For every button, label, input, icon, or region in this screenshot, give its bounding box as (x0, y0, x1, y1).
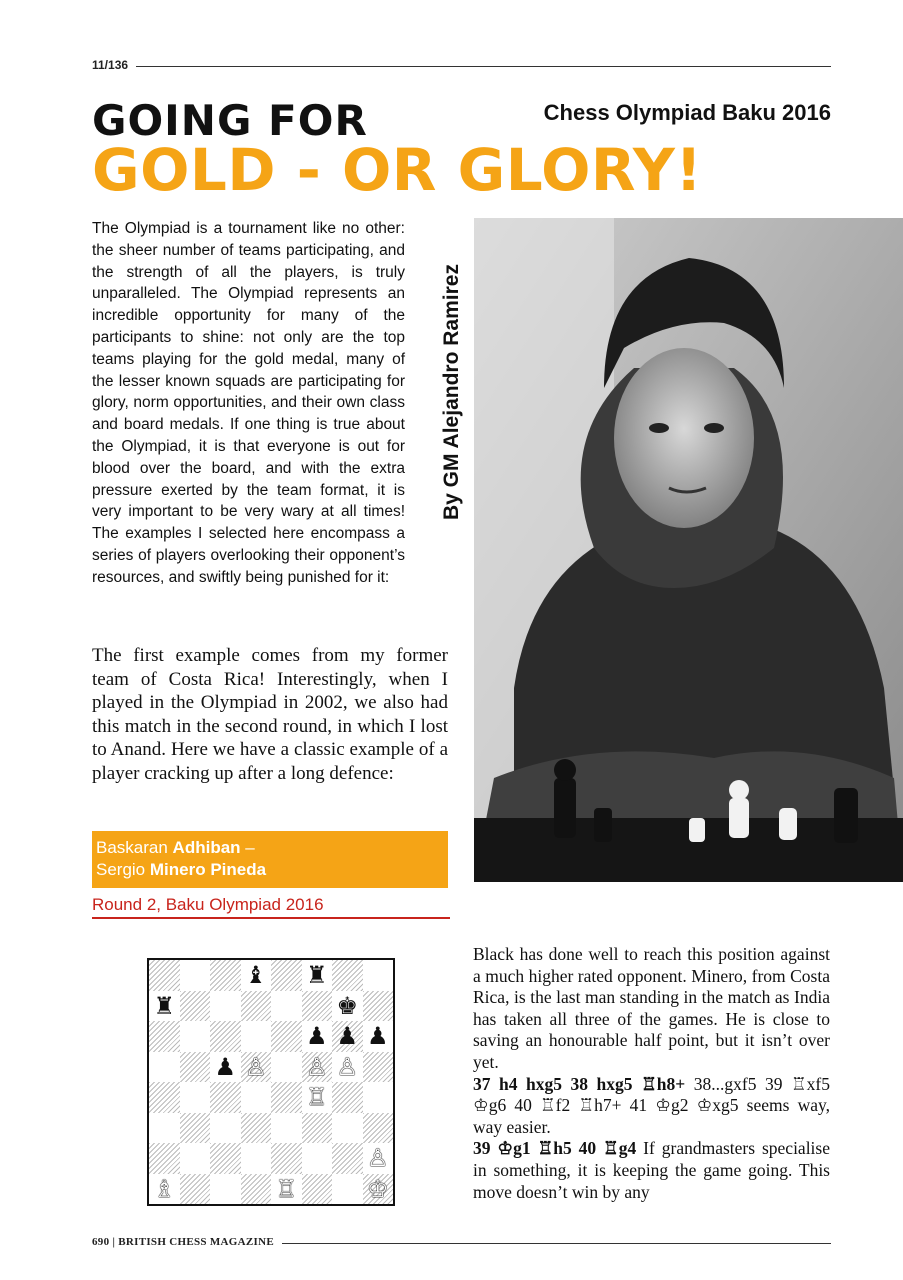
move-bold: 37 h4 hxg5 38 hxg5 ♖h8+ (473, 1073, 686, 1094)
board-square-d6 (241, 1021, 272, 1052)
board-square-d5 (241, 1052, 272, 1083)
board-square-f2 (302, 1143, 333, 1174)
portrait-image (474, 218, 903, 882)
analysis-moves-2 (473, 1138, 830, 1203)
move-comment: If grandmasters specialise in something, it is keeping the game going. This move doesn’t win by any (473, 1138, 830, 1202)
board-square-b8 (180, 960, 211, 991)
white-first-name: Baskaran (96, 838, 173, 857)
chess-piece-g5: ♙ (336, 1052, 358, 1081)
chess-piece-f4: ♖ (305, 1083, 328, 1112)
board-square-f4 (302, 1082, 333, 1113)
byline (440, 228, 464, 520)
board-square-d8 (241, 960, 272, 991)
board-square-h4 (363, 1082, 394, 1113)
chess-piece-g6: ♟ (336, 1022, 358, 1051)
board-square-h1 (363, 1174, 394, 1205)
board-square-e7 (271, 991, 302, 1022)
board-square-d7 (241, 991, 272, 1022)
board-square-b7 (180, 991, 211, 1022)
second-paragraph: The first example comes from my former team of Costa Rica! Interestingly, when I played in the Olympiad in 2002, we also had this match in the second round, in which I lost to Anand. Here we have a classic example of a player cracking up after a long defence: (92, 645, 448, 784)
chess-piece-a1: ♗ (153, 1174, 175, 1203)
board-square-e3 (271, 1113, 302, 1144)
title-line-1: GOING FOR (92, 96, 368, 145)
board-square-h7 (363, 991, 394, 1022)
board-square-f6 (302, 1021, 333, 1052)
board-square-d4 (241, 1082, 272, 1113)
footer (92, 1236, 274, 1248)
event-title: Chess Olympiad Baku 2016 (543, 100, 831, 125)
board-square-b6 (180, 1021, 211, 1052)
footer-separator: | (109, 1236, 119, 1248)
board-square-a3 (149, 1113, 180, 1144)
chess-piece-a7: ♜ (153, 991, 175, 1020)
board-square-a4 (149, 1082, 180, 1113)
chess-piece-f8: ♜ (305, 961, 328, 990)
chess-piece-d5: ♙ (244, 1052, 267, 1081)
title-line-2: GOLD - OR GLORY! (92, 136, 703, 204)
chess-piece-e1: ♖ (275, 1174, 297, 1203)
board-square-d3 (241, 1113, 272, 1144)
board-square-e2 (271, 1143, 302, 1174)
black-last-name: Minero Pineda (149, 860, 267, 879)
move-comment: 38...gxf5 39 ♖xf5 ♔g6 40 ♖f2 ♖h7+ 41 ♔g2 ♔xg5 seems way, way easier. (473, 1073, 831, 1137)
board-square-a1 (149, 1174, 180, 1205)
board-square-c8 (210, 960, 241, 991)
board-square-g8 (332, 960, 363, 991)
board-square-c6 (210, 1021, 241, 1052)
board-square-h8 (363, 960, 394, 991)
board-square-e4 (271, 1082, 302, 1113)
board-square-g2 (332, 1143, 363, 1174)
board-square-e8 (271, 960, 302, 991)
board-square-c4 (210, 1082, 241, 1113)
board-square-g1 (332, 1174, 363, 1205)
analysis-moves-1 (473, 1074, 830, 1139)
board-square-c3 (210, 1113, 241, 1144)
page-number: 11/136 (92, 58, 129, 72)
footer-page: 690 (92, 1236, 110, 1248)
chess-piece-h2: ♙ (366, 1144, 389, 1173)
board-square-d2 (241, 1143, 272, 1174)
board-square-g4 (332, 1082, 363, 1113)
board-square-f3 (302, 1113, 333, 1144)
intro-paragraph: The Olympiad is a tournament like no other: the sheer number of teams participating, and the strength of all the players, is truly unparalleled. The Olympiad represents an incredible opportunity for many of the participants to shine: not only are the top teams playing for the gold medal, many of the lesser known squads are participating for glory, norm opportunities, and their own class and board medals. If one thing is true about the Olympiad, it is that everyone is out for blood over the board, and with the extra pressure exerted by the team format, it is very important to be very wary at all times! The examples I selected here encompass a series of players overlooking their opponent’s resources, and swiftly being punished for it: (92, 220, 405, 586)
board-square-a6 (149, 1021, 180, 1052)
board-square-e1 (271, 1174, 302, 1205)
game-players-banner (92, 831, 448, 888)
board-square-f5 (302, 1052, 333, 1083)
board-square-b2 (180, 1143, 211, 1174)
board-square-b5 (180, 1052, 211, 1083)
header-rule (136, 66, 831, 67)
board-square-a5 (149, 1052, 180, 1083)
players-separator: – (240, 838, 255, 857)
board-square-a2 (149, 1143, 180, 1174)
board-square-h2 (363, 1143, 394, 1174)
board-square-h6 (363, 1021, 394, 1052)
board-square-g7 (332, 991, 363, 1022)
board-square-e6 (271, 1021, 302, 1052)
round-info: Round 2, Baku Olympiad 2016 (92, 895, 324, 914)
board-square-h5 (363, 1052, 394, 1083)
board-square-a8 (149, 960, 180, 991)
board-square-c1 (210, 1174, 241, 1205)
board-square-a7 (149, 991, 180, 1022)
board-square-g6 (332, 1021, 363, 1052)
chess-piece-f5: ♙ (305, 1052, 328, 1081)
chess-piece-c5: ♟ (214, 1052, 236, 1081)
board-square-b4 (180, 1082, 211, 1113)
chess-piece-d8: ♝ (244, 961, 267, 990)
board-square-c7 (210, 991, 241, 1022)
board-square-f1 (302, 1174, 333, 1205)
board-square-d1 (241, 1174, 272, 1205)
chess-piece-f6: ♟ (305, 1022, 328, 1051)
board-square-c5 (210, 1052, 241, 1083)
board-square-b1 (180, 1174, 211, 1205)
board-square-f8 (302, 960, 333, 991)
board-square-e5 (271, 1052, 302, 1083)
black-first-name: Sergio (96, 860, 150, 879)
footer-magazine: BRITISH CHESS MAGAZINE (118, 1236, 274, 1248)
chess-piece-h1: ♔ (366, 1174, 389, 1203)
round-rule (92, 917, 450, 919)
board-square-b3 (180, 1113, 211, 1144)
board-square-h3 (363, 1113, 394, 1144)
board-square-f7 (302, 991, 333, 1022)
board-square-g5 (332, 1052, 363, 1083)
chess-piece-g7: ♚ (336, 991, 358, 1020)
chess-piece-h6: ♟ (366, 1022, 389, 1051)
move-bold: 39 ♔g1 ♖h5 40 ♖g4 (473, 1138, 637, 1159)
author-photo (474, 218, 903, 882)
byline-text: By GM Alejandro Ramirez (440, 264, 463, 520)
footer-rule (282, 1243, 831, 1244)
chess-board-diagram (147, 958, 395, 1206)
analysis-paragraph: Black has done well to reach this position against a much higher rated opponent. Minero, from Costa Rica, is the last man standing in the match as India has taken all three of the games. He is close to saving an honourable half point, but it isn’t over yet. (473, 944, 830, 1072)
analysis-column (473, 944, 830, 1203)
white-last-name: Adhiban (172, 838, 241, 857)
board-square-g3 (332, 1113, 363, 1144)
board-square-c2 (210, 1143, 241, 1174)
